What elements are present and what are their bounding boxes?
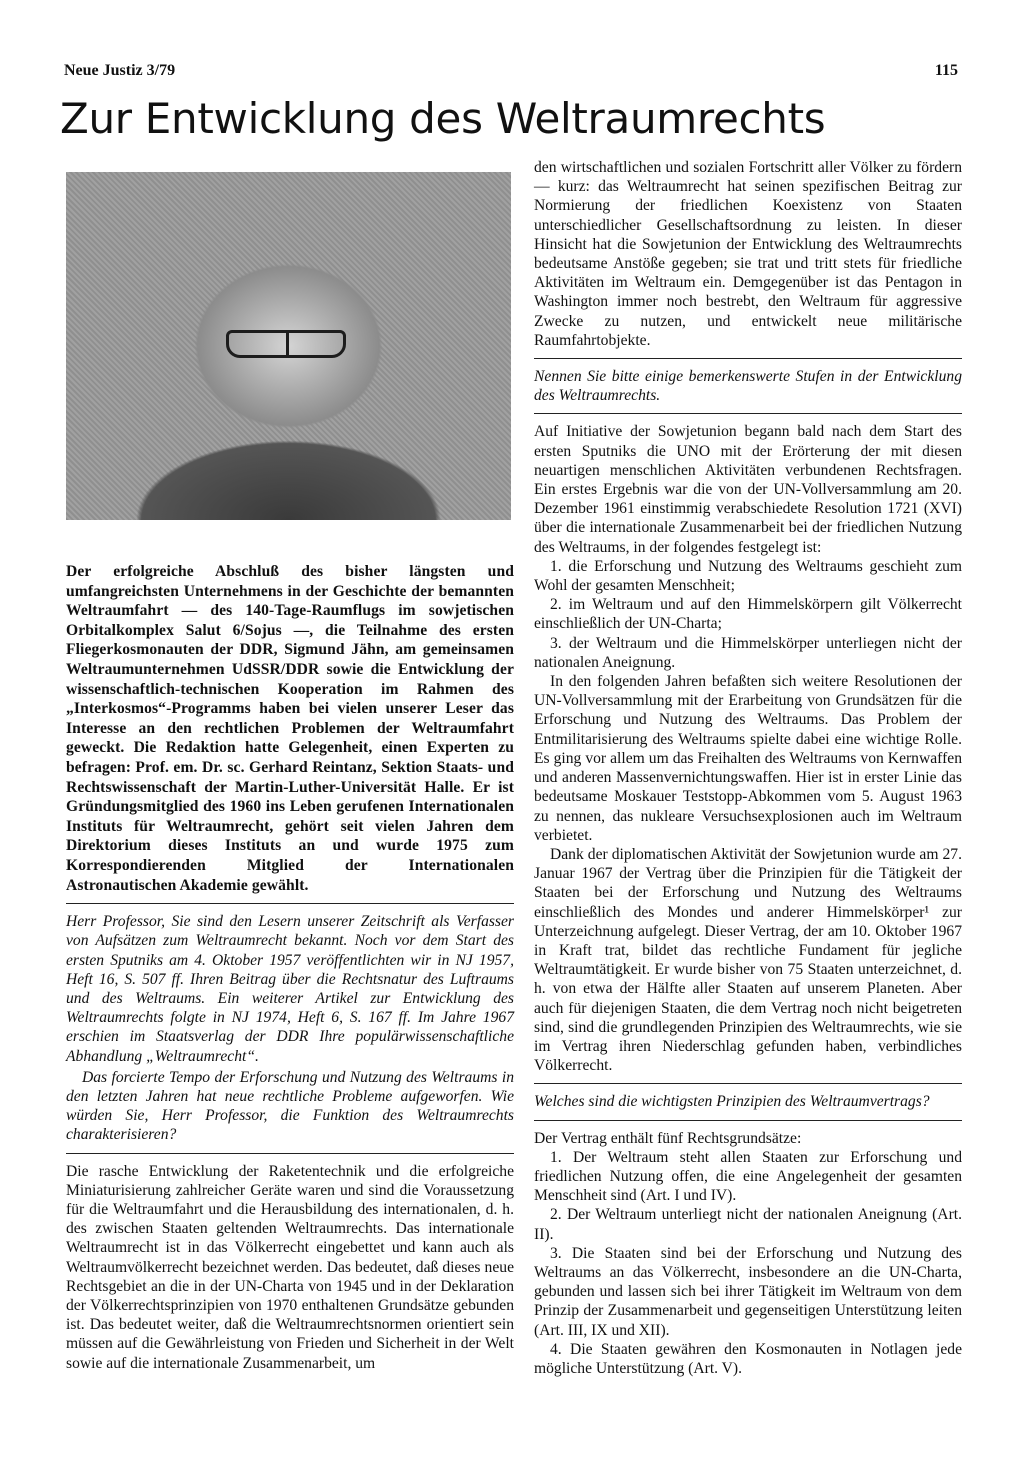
question-1-paragraph-1: Herr Professor, Sie sind den Lesern unserer Zeitschrift als Verfasser von Aufsätzen zum Weltraumrecht bekannt. Noch vor dem Start des ersten Sputniks am 4. Oktober 1957 veröffentlichten wir in NJ 1957, Heft 16, S. 507 ff. Ihren Beitrag über die Rechtsnatur des Luftraums und des Weltraums. Ein weiterer Artikel zur Entwicklung des Weltraumrechts folgte in NJ 1974, Heft 6, S. 167 ff. Im Jahre 1967 erschien im Staatsverlag der DDR Ihre populärwissenschaftliche Abhandlung „Weltraumrecht“. — [66, 913, 514, 1065]
divider — [534, 413, 962, 414]
answer-1 — [66, 1162, 514, 1373]
question-3 — [534, 1092, 962, 1111]
author-portrait-photo — [66, 172, 511, 520]
answer-3-list-item-2: 2. Der Weltraum unterliegt nicht der nationalen Aneignung (Art. II). — [534, 1206, 962, 1243]
answer-1-paragraph: Die rasche Entwicklung der Raketentechnik und die erfolgreiche Miniaturisierung zahlreicher Geräte waren und sind die Voraussetzung für die Weltraumfahrt und die Herausbildung des internationalen, d. h. des zwischen Staaten geltenden Weltraumrechts. Das internationale Weltraumrecht ist in das Völkerrecht eingebettet und kann auch als Weltraumvölkerrecht bezeichnet werden. Das bedeutet, daß dieses neue Rechtsgebiet an die in der UN-Charta von 1945 und in der Deklaration der Völkerrechtsprinzipien von 1970 enthaltenen Grundsätze gebunden ist. Das bedeutet weiter, daß die Weltraumrechtsnormen orientiert sein müssen auf die Gewährleistung von Frieden und Sicherheit in der Welt sowie auf die internationale Zusammenarbeit, um — [66, 1162, 514, 1372]
answer-3 — [534, 1129, 962, 1379]
divider — [66, 1153, 514, 1154]
question-2-text: Nennen Sie bitte einige bemerkenswerte Stufen in der Entwicklung des Weltraumrechts. — [534, 368, 962, 405]
page-number: 115 — [934, 62, 958, 79]
article-title: Zur Entwicklung des Weltraumrechts — [60, 94, 826, 143]
answer-3-list-item-1: 1. Der Weltraum steht allen Staaten zur Erforschung und friedlichen Nutzung offen, die eine Angelegenheit der gesamten Menschheit sind (Art. I und IV). — [534, 1148, 962, 1205]
answer-3-list-item-3: 3. Die Staaten sind bei der Erforschung und Nutzung des Weltraums an das Völkerrecht, insbesondere an die UN-Charta, gebunden und lassen sich bei ihrer Tätigkeit im Weltraum von dem Prinzip der Zusammenarbeit und gegenseitigen Unterstützung leiten (Art. III, IX und XII). — [534, 1244, 962, 1339]
running-header — [64, 62, 958, 80]
answer-3-paragraph-1: Der Vertrag enthält fünf Rechtsgrundsätze: — [534, 1129, 802, 1147]
journal-issue: Neue Justiz 3/79 — [64, 62, 176, 79]
answer-2-list-item-1: 1. die Erforschung und Nutzung des Weltraums geschieht zum Wohl der gesamten Menschheit; — [534, 557, 962, 595]
answer-2 — [534, 422, 962, 1075]
question-1-paragraph-2: Das forcierte Tempo der Erforschung und Nutzung des Weltraums in den letzten Jahren hat neue rechtliche Probleme aufgeworfen. Wie würden Sie, Herr Professor, die Funktion des Weltraumrechts charakterisieren? — [66, 1068, 514, 1144]
answer-1-continued-paragraph: den wirtschaftlichen und sozialen Fortschritt aller Völker zu fördern — kurz: das Weltraumrecht hat seinen spezifischen Beitrag zur Normierung der friedlichen Koexistenz von Staaten unterschiedlicher Gesellschaftsordnung zu leisten. In dieser Hinsicht hat die Sowjetunion der Entwicklung des Weltraumrechts bedeutsame Anstöße gegeben; sie trat und tritt stets für friedliche Aktivitäten im Weltraum ein. Demgegenüber ist das Pentagon in Washington immer noch bestrebt, den Weltraum für aggressive Zwecke zu nutzen, und entwickelt neue militärische Raumfahrtobjekte. — [534, 159, 962, 349]
answer-2-paragraph-3: Dank der diplomatischen Aktivität der Sowjetunion wurde am 27. Januar 1967 der Vertrag über die Prinzipien für die Tätigkeit der Staaten bei der Erforschung und Nutzung des Weltraums einschließlich des Mondes und anderer Himmelskörper¹ zur Unterzeichnung aufgelegt. Dieser Vertrag, der am 10. Oktober 1967 in Kraft trat, bildet das rechtliche Fundament für jegliche Weltraumtätigkeit. Er wurde bisher von 75 Staaten unterzeichnet, d. h. von etwa der Hälfte aller Staaten auf unserem Planeten. Aber auch für diejenigen Staaten, die dem Vertrag noch nicht beigetreten sind, sind die grundlegenden Prinzipien des Weltraumrechts, wie sie im Vertrag ihren Niederschlag gefunden haben, verbindliches Völkerrecht. — [534, 845, 962, 1075]
answer-2-list-item-2: 2. im Weltraum und auf den Himmelskörpern gilt Völkerrecht einschließlich der UN-Charta; — [534, 596, 962, 633]
answer-1-continued — [534, 158, 962, 350]
glasses-shape — [226, 330, 346, 358]
divider — [534, 358, 962, 359]
introduction-paragraph: Der erfolgreiche Abschluß des bisher längsten und umfangreichsten Unternehmens in der Geschichte der bemannten Weltraumfahrt — des 140-Tage-Raumflugs im sowjetischen Orbitalkomplex Salut 6/Sojus —, die Teilnahme des ersten Fliegerkosmonauten der DDR, Sigmund Jähn, am gemeinsamen Weltraumunternehmen UdSSR/DDR sowie die Entwicklung der wissenschaftlich-technischen Kooperation im Rahmen des „Interkosmos“-Programms haben bei vielen unserer Leser das Interesse an den rechtlichen Problemen der Weltraumfahrt geweckt. Die Redaktion hatte Gelegenheit, einen Experten zu befragen: Prof. em. Dr. sc. Gerhard Reintanz, Sektion Staats- und Rechtswissenschaft der Martin-Luther-Universität Halle. Er ist Gründungsmitglied des 1960 ins Leben gerufenen Internationalen Instituts für Weltraumrecht, gehört seit vielen Jahren dem Direktorium dieses Instituts an und wurde 1975 zum Korrespondierenden Mitglied der Internationalen Astronautischen Akademie gewählt. — [66, 563, 514, 894]
divider — [66, 903, 514, 904]
divider — [534, 1120, 962, 1121]
answer-3-list-item-4: 4. Die Staaten gewähren den Kosmonauten in Notlagen jede mögliche Unterstützung (Art. V). — [534, 1340, 962, 1377]
left-column — [66, 172, 514, 1373]
question-1 — [66, 912, 514, 1144]
answer-2-paragraph-1: Auf Initiative der Sowjetunion begann bald nach dem Start des ersten Sputniks die UNO mit der Erörterung der mit diesen neuartigen menschlichen Aktivitäten verbundenen Rechtsfragen. Ein erstes Ergebnis war die von der UN-Vollversammlung am 20. Dezember 1961 einstimmig verabschiedete Resolution 1721 (XVI) über die internationale Zusammenarbeit bei der friedlichen Nutzung des Weltraums, in der folgendes festgelegt ist: — [534, 423, 962, 556]
divider — [534, 1083, 962, 1084]
question-3-text: Welches sind die wichtigsten Prinzipien des Weltraumvertrags? — [534, 1093, 930, 1111]
right-column — [534, 158, 962, 1378]
answer-2-paragraph-2: In den folgenden Jahren befaßten sich weitere Resolutionen der UN-Vollversammlung mit der Erarbeitung von Grundsätzen für die Erforschung und Nutzung des Weltraums. Das Problem der Entmilitarisierung des Weltraums spielte dabei eine wichtige Rolle. Es ging vor allem um das Freihalten des Weltraums von Kernwaffen und anderen Massenvernichtungswaffen. Hier ist in erster Linie das bedeutsame Moskauer Teststopp-Abkommen vom 5. August 1963 zu nennen, das nukleare Versuchsexplosionen auch im Weltraum verbietet. — [534, 673, 962, 844]
question-2 — [534, 367, 962, 405]
answer-2-list-item-3: 3. der Weltraum und die Himmelskörper unterliegen nicht der nationalen Aneignung. — [534, 634, 962, 671]
